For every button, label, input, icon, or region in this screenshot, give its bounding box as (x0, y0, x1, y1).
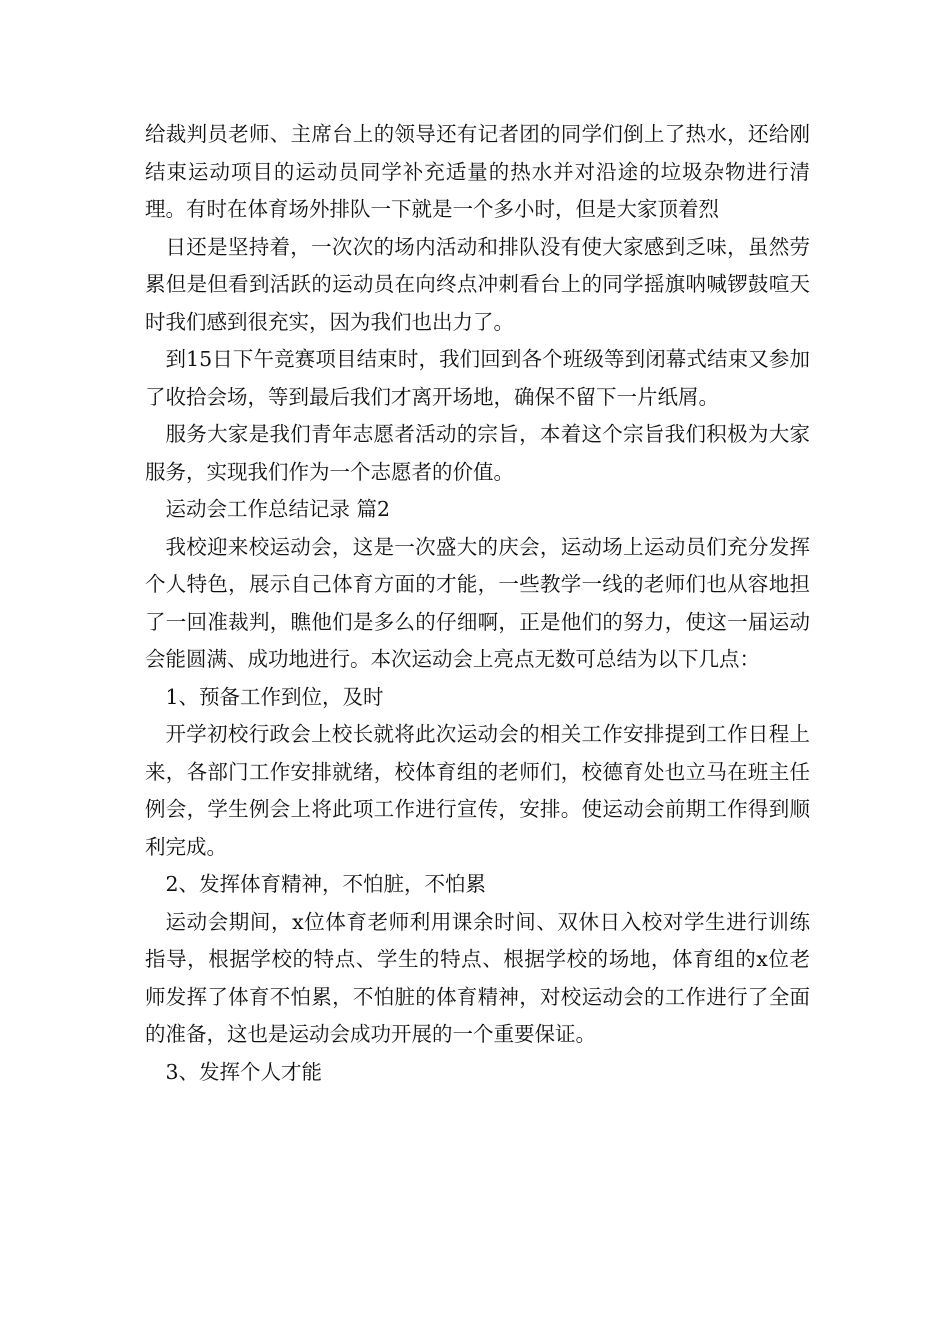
section-heading: 运动会工作总结记录 篇2 (165, 497, 391, 521)
document-body (145, 116, 810, 1091)
paragraph: 服务大家是我们青年志愿者活动的宗旨，本着这个宗旨我们积极为大家服务，实现我们作为一个志愿者的价值。 (145, 422, 810, 484)
list-heading: 3、发挥个人才能 (165, 1059, 323, 1084)
list-heading: 1、预备工作到位，及时 (165, 684, 384, 709)
list-heading: 2、发挥体育精神，不怕脏，不怕累 (165, 872, 487, 896)
paragraph: 运动会期间，x位体育老师利用课余时间、双休日入校对学生进行训练指导，根据学校的特点、学生的特点、根据学校的场地，体育组的x位老师发挥了体育不怕累，不怕脏的体育精神，对校运动会的工作进行了全面的准备，这也是运动会成功开展的一个重要保证。 (145, 909, 810, 1046)
paragraph: 到15日下午竞赛项目结束时，我们回到各个班级等到闭幕式结束又参加了收拾会场，等到最后我们才离开场地，确保不留下一片纸屑。 (145, 347, 810, 409)
paragraph-continued: 给裁判员老师、主席台上的领导还有记者团的同学们倒上了热水，还给刚结束运动项目的运动员同学补充适量的热水并对沿途的垃圾杂物进行清理。有时在体育场外排队一下就是一个多小时，但是大家顶着烈 (145, 122, 810, 221)
paragraph: 开学初校行政会上校长就将此次运动会的相关工作安排提到工作日程上来，各部门工作安排就绪，校体育组的老师们，校德育处也立马在班主任例会，学生例会上将此项工作进行宣传，安排。使运动会前期工作得到顺利完成。 (145, 722, 810, 859)
paragraph: 我校迎来校运动会，这是一次盛大的庆会，运动场上运动员们充分发挥个人特色，展示自己体育方面的才能，一些教学一线的老师们也从容地担了一回准裁判，瞧他们是多么的仔细啊，正是他们的努力，使这一届运动会能圆满、成功地进行。本次运动会上亮点无数可总结为以下几点： (145, 534, 810, 671)
paragraph: 日还是坚持着，一次次的场内活动和排队没有使大家感到乏味，虽然劳累但是但看到活跃的运动员在向终点冲刺看台上的同学摇旗呐喊锣鼓喧天时我们感到很充实，因为我们也出力了。 (145, 234, 810, 334)
